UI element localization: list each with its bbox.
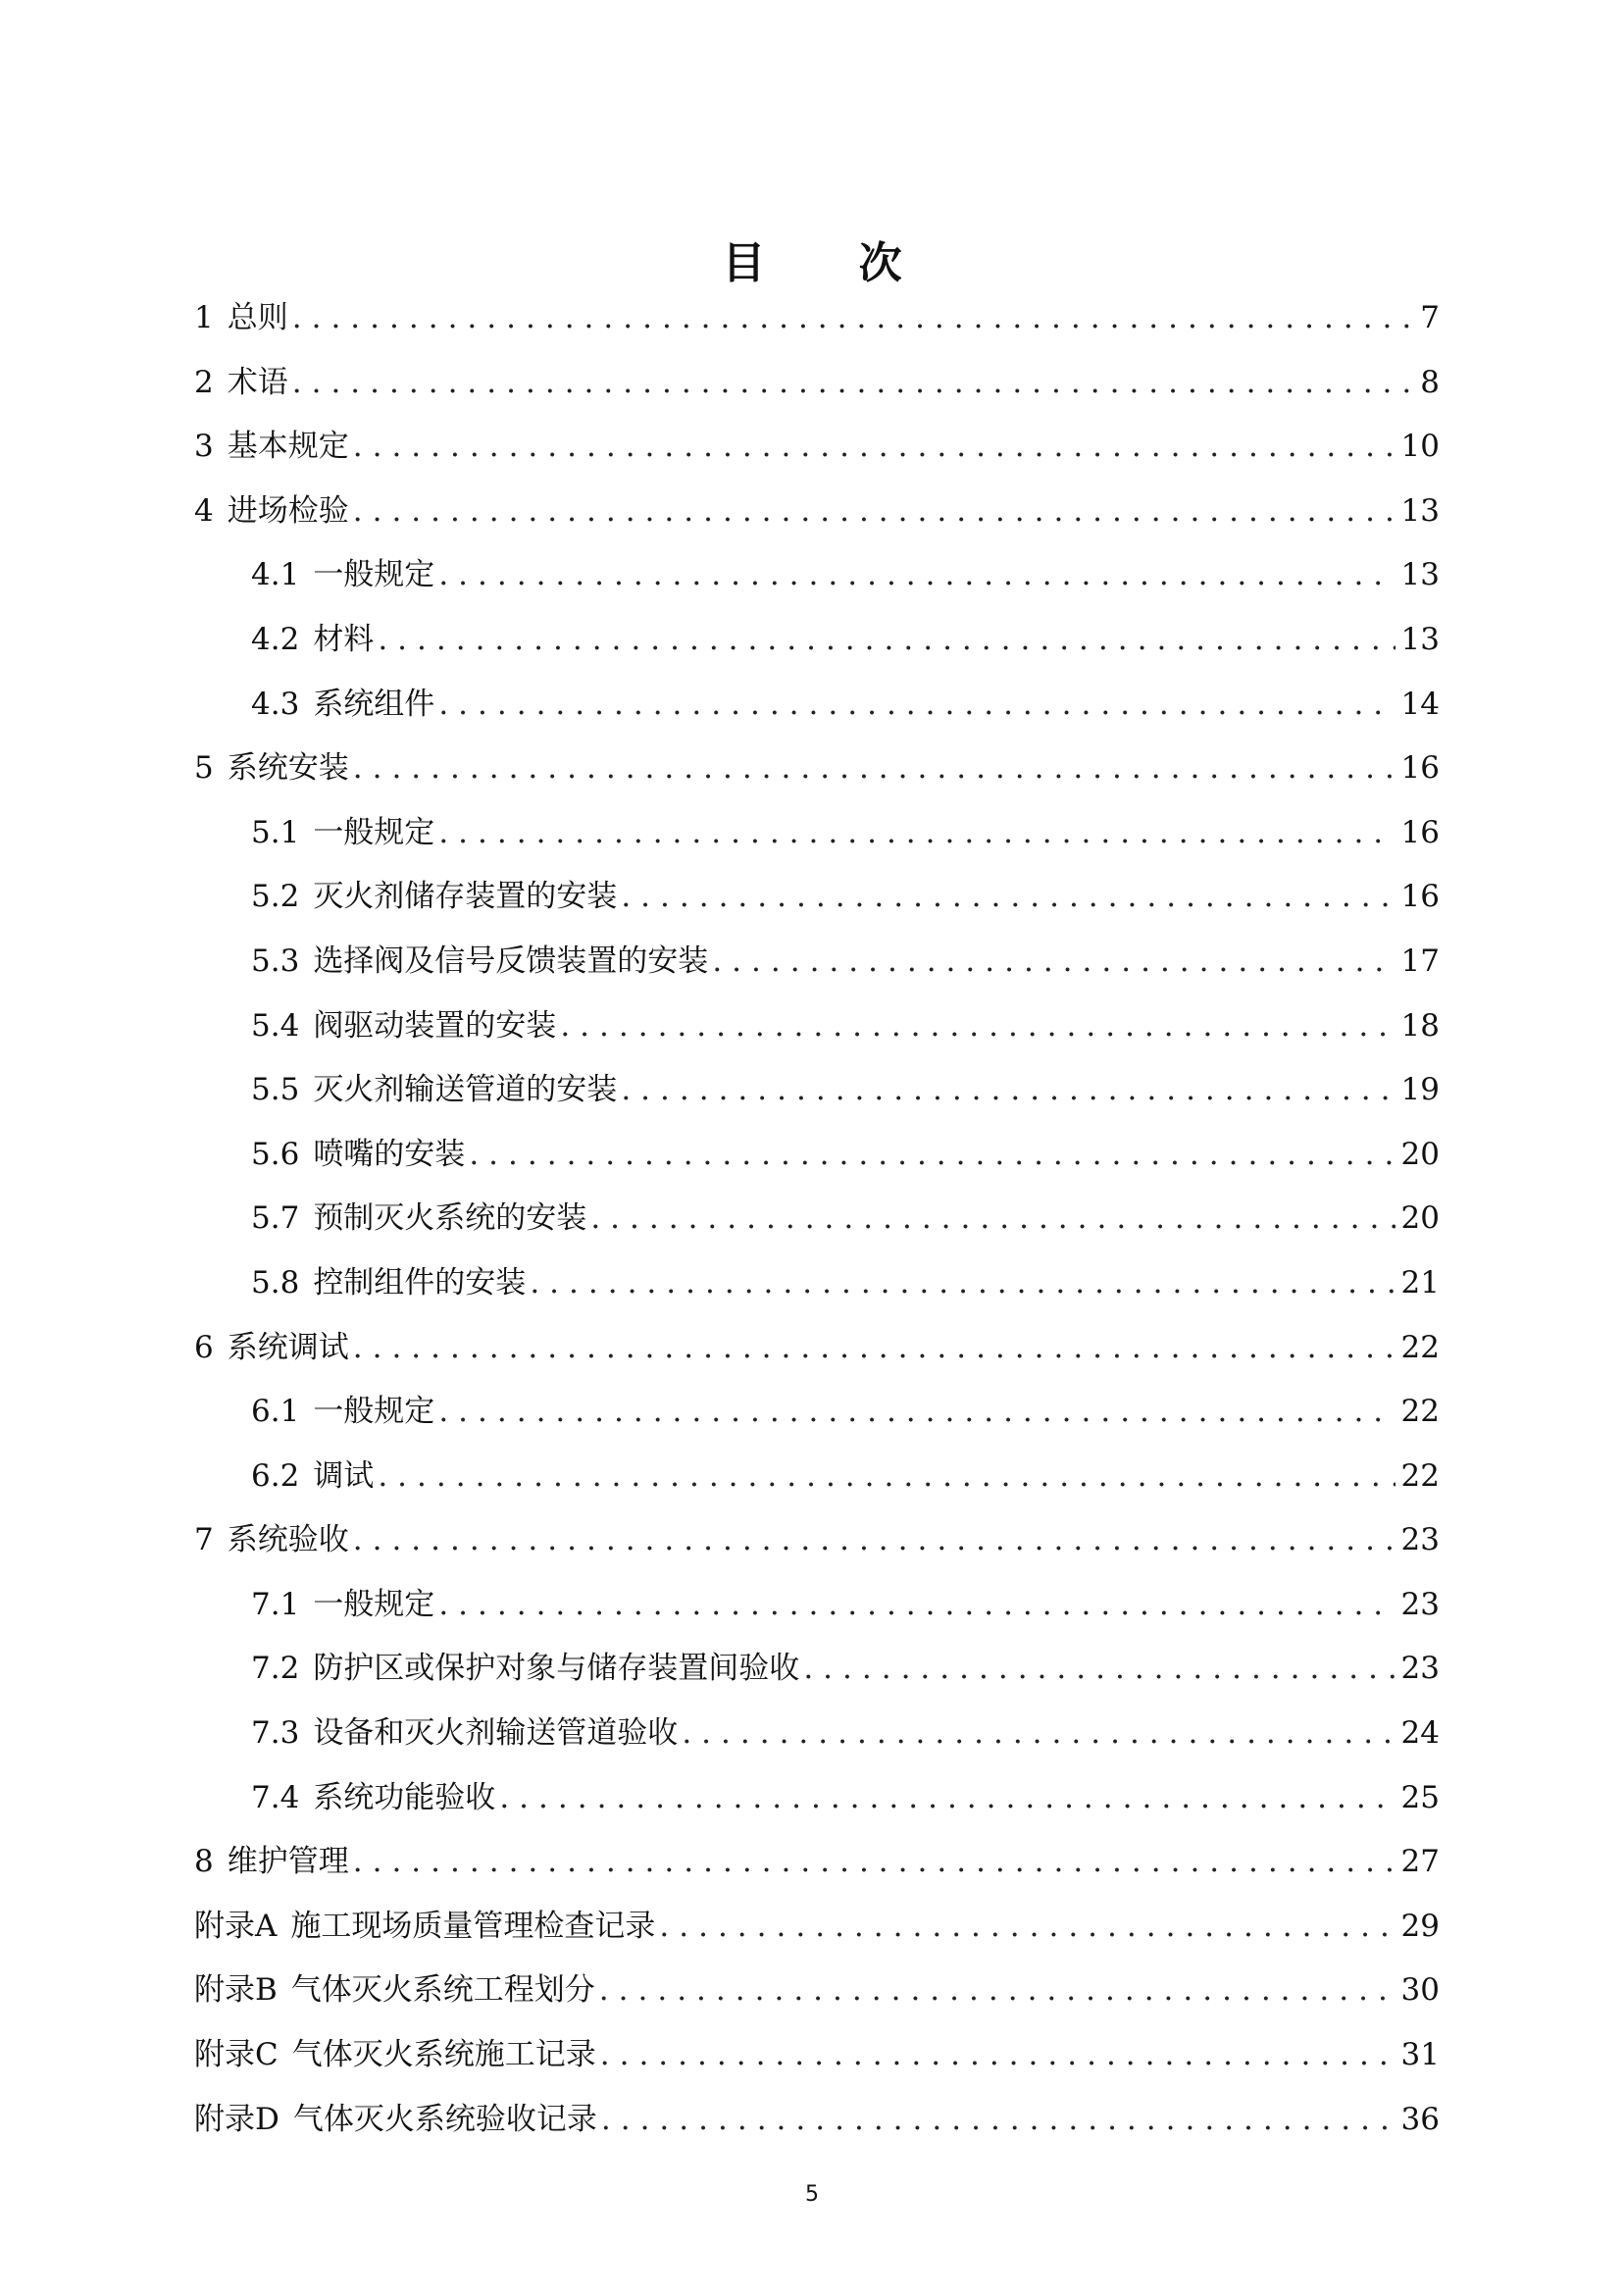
toc-entry-title: 基本规定 <box>227 429 349 465</box>
toc-entry-page: 17 <box>1400 943 1440 979</box>
toc-entry-title: 选择阀及信号反馈装置的安装 <box>313 943 709 979</box>
toc-entry[interactable] <box>194 1316 1440 1381</box>
toc-entry-title: 系统验收 <box>227 1522 349 1558</box>
toc-entry-page: 24 <box>1400 1715 1440 1752</box>
toc-dot-leader <box>803 1637 1395 1702</box>
toc-entry-title: 一般规定 <box>313 1586 435 1622</box>
toc-entry-title: 气体灭火系统施工记录 <box>291 2037 596 2073</box>
toc-entry[interactable] <box>194 1058 1440 1123</box>
toc-entry-title: 灭火剂储存装置的安装 <box>313 879 618 915</box>
toc-entry[interactable] <box>194 1380 1440 1445</box>
toc-entry[interactable] <box>194 673 1440 738</box>
toc-entry-title: 系统安装 <box>227 750 349 787</box>
toc-entry[interactable] <box>194 1830 1440 1895</box>
toc-entry-page: 16 <box>1400 814 1440 850</box>
toc-entry-title: 维护管理 <box>227 1844 349 1880</box>
toc-dot-leader <box>621 1058 1395 1123</box>
toc-entry-number: 附录B <box>194 1972 278 2009</box>
toc-entry[interactable] <box>194 2088 1440 2153</box>
toc-entry-title: 灭火剂输送管道的安装 <box>313 1072 618 1108</box>
toc-entry-title: 术语 <box>227 364 288 400</box>
toc-entry[interactable] <box>194 865 1440 930</box>
toc-entry-title: 阀驱动装置的安装 <box>313 1007 557 1044</box>
toc-dot-leader <box>600 2023 1396 2088</box>
toc-dot-leader <box>438 801 1395 866</box>
toc-dot-leader <box>599 1959 1396 2023</box>
toc-entry-number: 5.2 <box>251 879 300 915</box>
toc-entry-number: 7.3 <box>251 1715 300 1752</box>
toc-entry-title: 控制组件的安装 <box>313 1264 527 1300</box>
toc-entry-title: 系统调试 <box>227 1329 349 1365</box>
toc-dot-leader <box>682 1702 1395 1766</box>
toc-entry-page: 23 <box>1400 1586 1440 1622</box>
toc-entry-number: 5.8 <box>251 1264 300 1300</box>
toc-entry-number: 6.1 <box>251 1394 300 1430</box>
toc-entry-title: 系统组件 <box>313 686 435 722</box>
toc-entry-page: 8 <box>1420 364 1440 400</box>
toc-dot-leader <box>438 1573 1395 1638</box>
toc-entry-number: 7.4 <box>251 1779 300 1815</box>
toc-entry-number: 附录D <box>194 2101 279 2137</box>
toc-dot-leader <box>438 673 1395 738</box>
toc-entry-number: 5.4 <box>251 1007 300 1044</box>
toc-dot-leader <box>530 1251 1395 1316</box>
toc-entry-number: 5 <box>194 750 214 787</box>
toc-entry-title: 系统功能验收 <box>313 1779 496 1815</box>
toc-entry[interactable] <box>194 351 1440 416</box>
toc-entry-number: 5.7 <box>251 1200 300 1237</box>
toc-entry-page: 18 <box>1400 1007 1440 1044</box>
toc-entry-title: 气体灭火系统工程划分 <box>290 1972 595 2009</box>
toc-entry-page: 16 <box>1400 879 1440 915</box>
toc-dot-leader <box>353 1508 1396 1573</box>
table-of-contents <box>194 286 1440 2152</box>
toc-entry-page: 23 <box>1400 1651 1440 1687</box>
toc-entry-page: 22 <box>1400 1394 1440 1430</box>
toc-entry-title: 防护区或保护对象与储存装置间验收 <box>313 1651 800 1687</box>
toc-entry-page: 16 <box>1400 750 1440 787</box>
toc-entry-page: 29 <box>1400 1908 1440 1944</box>
toc-entry-title: 总则 <box>227 300 288 335</box>
toc-entry-title: 设备和灭火剂输送管道验收 <box>313 1715 679 1752</box>
toc-entry-title: 调试 <box>313 1457 375 1494</box>
toc-entry[interactable] <box>194 543 1440 608</box>
page-number: 5 <box>805 2182 819 2207</box>
toc-entry[interactable] <box>194 1702 1440 1766</box>
toc-dot-leader <box>292 351 1412 416</box>
toc-entry[interactable] <box>194 1959 1440 2023</box>
toc-entry[interactable] <box>194 737 1440 801</box>
toc-entry-page: 31 <box>1400 2037 1440 2073</box>
toc-entry-title: 进场检验 <box>227 492 349 529</box>
toc-entry-page: 13 <box>1400 557 1440 593</box>
toc-entry[interactable] <box>194 801 1440 866</box>
toc-entry[interactable] <box>194 1251 1440 1316</box>
toc-entry-page: 21 <box>1400 1264 1440 1300</box>
toc-entry-page: 10 <box>1400 429 1440 465</box>
toc-entry-page: 30 <box>1400 1972 1440 2009</box>
toc-dot-leader <box>353 1830 1396 1895</box>
toc-entry-number: 附录A <box>194 1908 278 1944</box>
toc-entry-page: 13 <box>1400 621 1440 657</box>
toc-dot-leader <box>469 1123 1395 1188</box>
toc-entry-number: 7.1 <box>251 1586 300 1622</box>
toc-entry[interactable] <box>194 1766 1440 1831</box>
toc-entry-number: 1 <box>194 300 214 335</box>
toc-dot-leader <box>292 286 1412 351</box>
toc-entry-title: 材料 <box>313 621 375 657</box>
toc-dot-leader <box>438 543 1395 608</box>
toc-entry-number: 7.2 <box>251 1651 300 1687</box>
toc-entry-number: 4.3 <box>251 686 300 722</box>
toc-entry-title: 一般规定 <box>313 814 435 850</box>
toc-dot-leader <box>621 865 1395 930</box>
toc-entry[interactable] <box>194 1573 1440 1638</box>
toc-entry-number: 3 <box>194 429 214 465</box>
toc-dot-leader <box>601 2088 1396 2153</box>
toc-entry-page: 23 <box>1400 1522 1440 1558</box>
toc-dot-leader <box>438 1380 1395 1445</box>
toc-dot-leader <box>353 415 1396 480</box>
toc-entry[interactable] <box>194 286 1440 351</box>
toc-entry-number: 5.6 <box>251 1136 300 1172</box>
toc-entry-title: 气体灭火系统验收记录 <box>292 2101 597 2137</box>
toc-entry-number: 5.5 <box>251 1072 300 1108</box>
toc-entry[interactable] <box>194 415 1440 480</box>
toc-entry-page: 7 <box>1420 300 1440 335</box>
toc-entry-page: 14 <box>1400 686 1440 722</box>
toc-entry[interactable] <box>194 930 1440 994</box>
toc-dot-leader <box>353 737 1396 801</box>
toc-entry[interactable] <box>194 1895 1440 1960</box>
toc-entry[interactable] <box>194 1187 1440 1251</box>
toc-entry[interactable] <box>194 1123 1440 1188</box>
toc-entry-number: 5.1 <box>251 814 300 850</box>
toc-entry[interactable] <box>194 1508 1440 1573</box>
toc-entry[interactable] <box>194 1637 1440 1702</box>
toc-entry-page: 20 <box>1400 1200 1440 1237</box>
toc-entry-page: 19 <box>1400 1072 1440 1108</box>
toc-entry-page: 25 <box>1400 1779 1440 1815</box>
toc-entry-title: 一般规定 <box>313 1394 435 1430</box>
toc-entry-number: 6 <box>194 1329 214 1365</box>
toc-dot-leader <box>560 994 1395 1059</box>
toc-dot-leader <box>353 1316 1396 1381</box>
toc-entry-title: 一般规定 <box>313 557 435 593</box>
toc-entry-page: 22 <box>1400 1457 1440 1494</box>
toc-entry[interactable] <box>194 1445 1440 1509</box>
toc-dot-leader <box>378 608 1395 673</box>
toc-entry-title: 施工现场质量管理检查记录 <box>290 1908 656 1944</box>
toc-entry-page: 36 <box>1400 2101 1440 2137</box>
toc-entry[interactable] <box>194 994 1440 1059</box>
toc-entry-number: 6.2 <box>251 1457 300 1494</box>
toc-entry[interactable] <box>194 608 1440 673</box>
toc-entry-number: 8 <box>194 1844 214 1880</box>
toc-entry-number: 附录C <box>194 2037 279 2073</box>
toc-entry-title: 预制灭火系统的安装 <box>313 1200 587 1237</box>
toc-entry-page: 20 <box>1400 1136 1440 1172</box>
toc-entry-title: 喷嘴的安装 <box>313 1136 466 1172</box>
toc-entry-number: 4.1 <box>251 557 300 593</box>
toc-dot-leader <box>712 930 1395 994</box>
toc-entry-page: 13 <box>1400 492 1440 529</box>
toc-entry[interactable] <box>194 2023 1440 2088</box>
toc-entry-number: 4 <box>194 492 214 529</box>
toc-entry-page: 27 <box>1400 1844 1440 1880</box>
page-title: 目 次 <box>722 238 941 289</box>
toc-dot-leader <box>353 480 1396 544</box>
toc-dot-leader <box>590 1187 1395 1251</box>
toc-entry[interactable] <box>194 480 1440 544</box>
toc-entry-number: 2 <box>194 364 214 400</box>
toc-dot-leader <box>378 1445 1395 1509</box>
toc-dot-leader <box>659 1895 1395 1960</box>
toc-entry-number: 5.3 <box>251 943 300 979</box>
toc-entry-number: 7 <box>194 1522 214 1558</box>
toc-entry-number: 4.2 <box>251 621 300 657</box>
toc-dot-leader <box>499 1766 1395 1831</box>
toc-entry-page: 22 <box>1400 1329 1440 1365</box>
